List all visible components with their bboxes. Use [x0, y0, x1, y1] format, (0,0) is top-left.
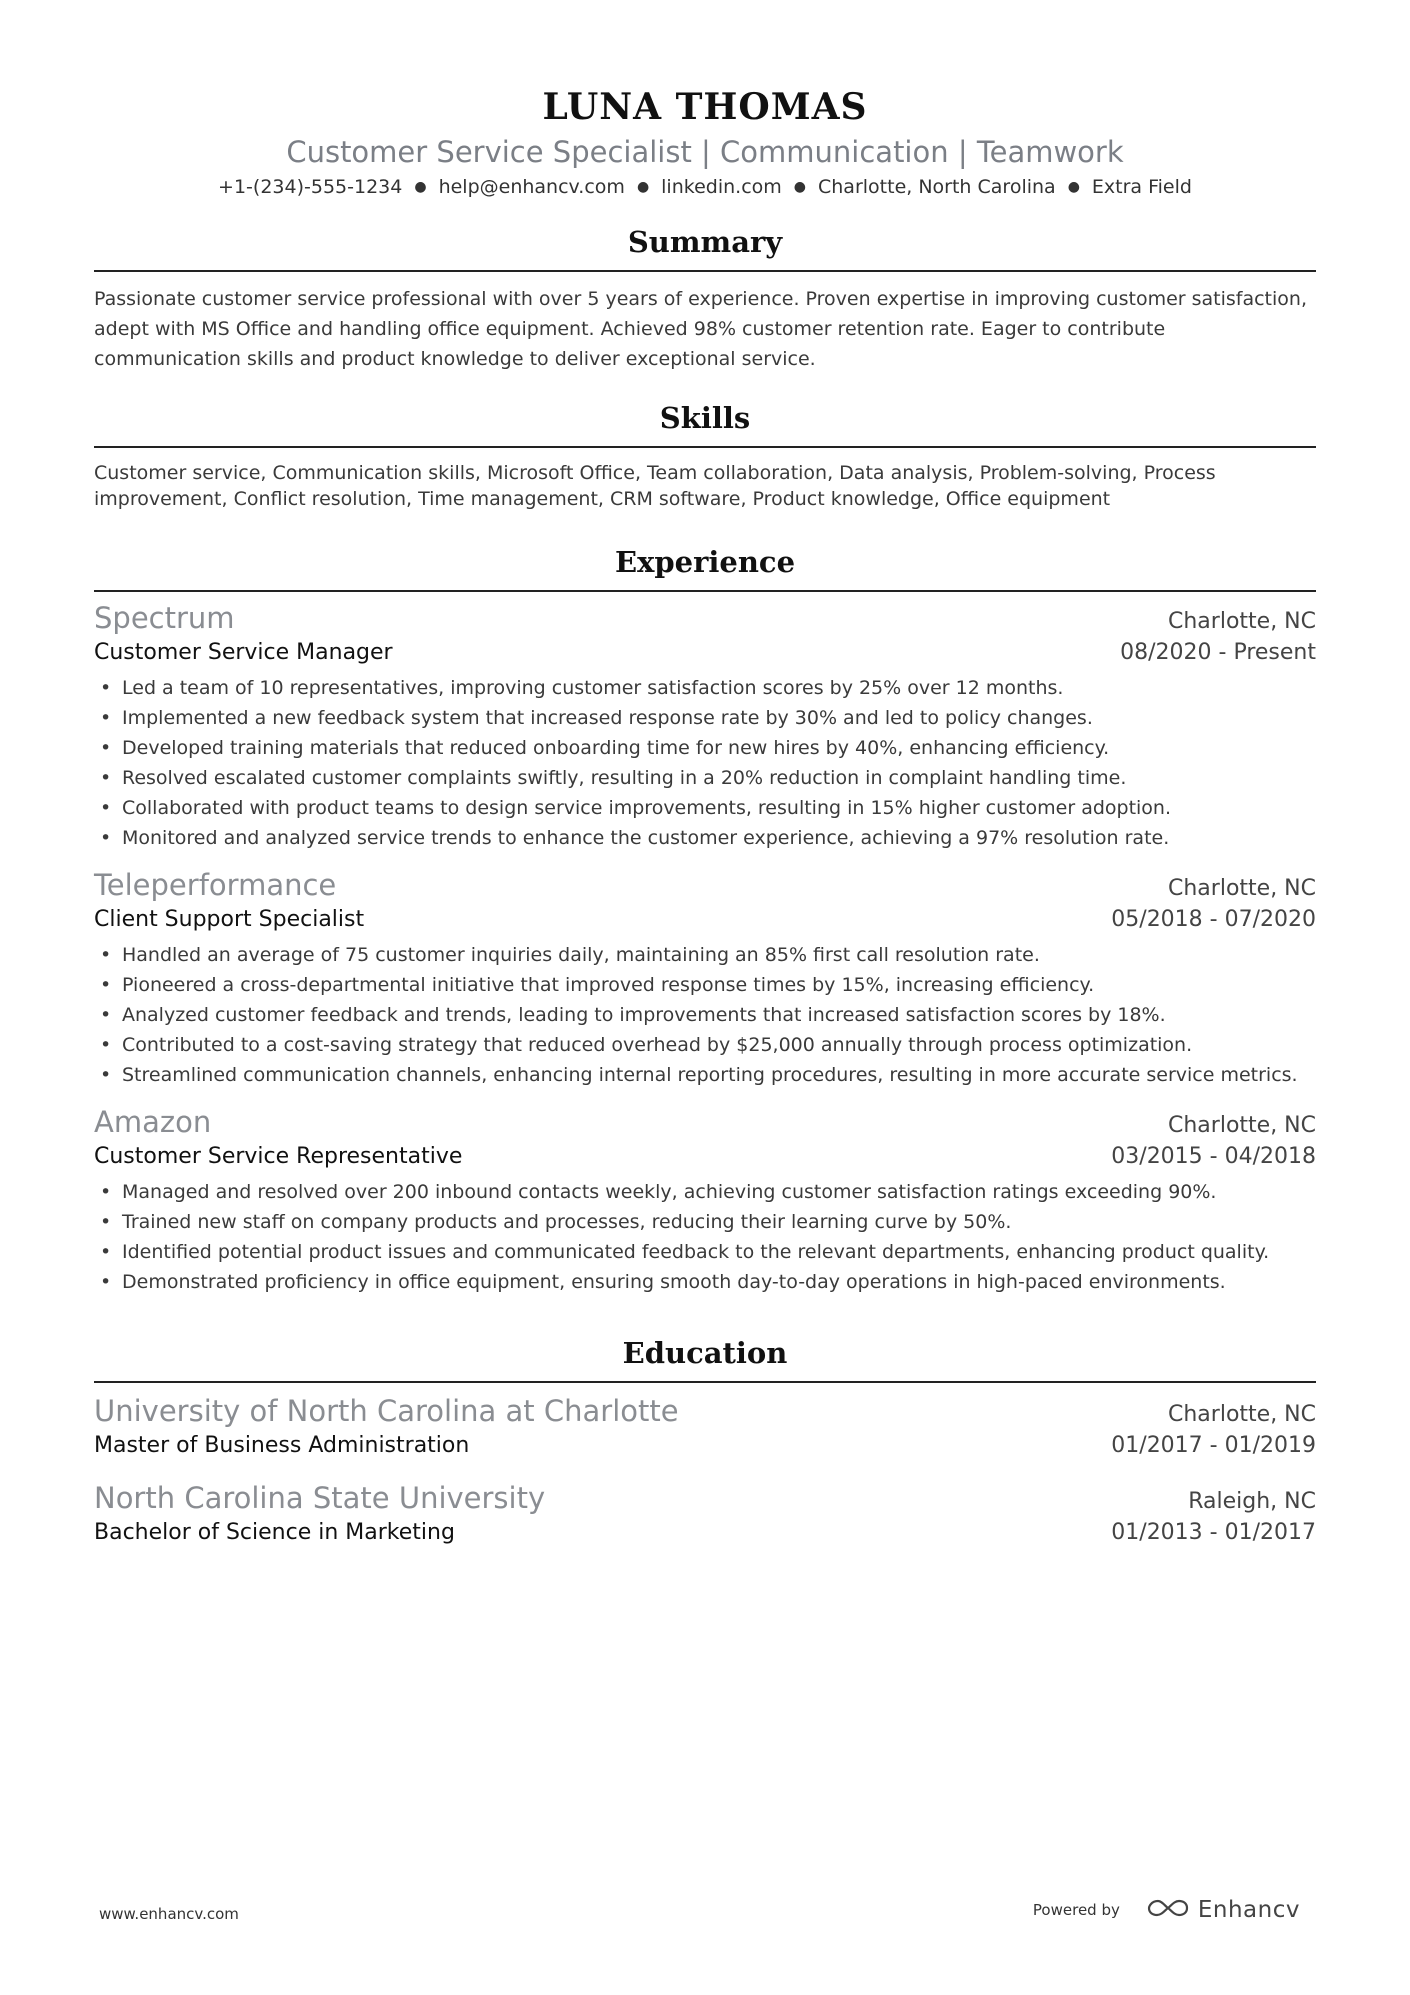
bullet-item: • Identified potential product issues and communicated feedback to the relevant departments, enhancing product quality.	[100, 1241, 1270, 1263]
separator-dot: ●	[1067, 179, 1080, 195]
bullet-item: • Trained new staff on company products and processes, reducing their learning curve by 50%.	[100, 1211, 1012, 1233]
section-title-summary: Summary	[627, 225, 783, 259]
job-location: Charlotte, NC	[1168, 609, 1316, 634]
footer-website[interactable]: www.enhancv.com	[99, 1905, 239, 1923]
section-title-experience: Experience	[614, 545, 796, 579]
degree: Bachelor of Science in Marketing	[94, 1520, 455, 1545]
job-dates: 08/2020 - Present	[1120, 640, 1316, 665]
education-dates: 01/2017 - 01/2019	[1111, 1433, 1316, 1458]
bullet-item: • Demonstrated proficiency in office equipment, ensuring smooth day-to-day operations in high-paced environments.	[100, 1271, 1226, 1293]
contact-email[interactable]: help@enhancv.com	[438, 176, 625, 198]
skills-text: Customer service, Communication skills, Microsoft Office, Team collaboration, Data analysis, Problem-solving, Process improvement, Conflict resolution, Time management, CRM software, Product knowledge, Office equipment	[94, 462, 1216, 510]
headline: Customer Service Specialist | Communication | Teamwork	[286, 135, 1124, 169]
bullet-item: • Analyzed customer feedback and trends, leading to improvements that increased satisfaction scores by 18%.	[100, 1004, 1166, 1026]
degree: Master of Business Administration	[94, 1433, 470, 1458]
contact-extra: Extra Field	[1091, 176, 1192, 198]
education-entry	[94, 1480, 1316, 1549]
job-location: Charlotte, NC	[1168, 876, 1316, 901]
job-bullets	[94, 673, 1316, 853]
contact-location: Charlotte, North Carolina	[818, 176, 1056, 198]
job-bullets	[94, 940, 1316, 1090]
bullet-item: • Contributed to a cost-saving strategy that reduced overhead by $25,000 annually through process optimization.	[100, 1034, 1193, 1056]
bullet-item: • Managed and resolved over 200 inbound contacts weekly, achieving customer satisfaction ratings exceeding 90%.	[100, 1181, 1217, 1203]
section-divider	[94, 270, 1316, 272]
job-entry	[94, 867, 1316, 1090]
bullet-item: • Streamlined communication channels, enhancing internal reporting procedures, resulting in more accurate service metrics.	[100, 1064, 1298, 1086]
bullet-item: • Implemented a new feedback system that increased response rate by 30% and led to policy changes.	[100, 707, 1093, 729]
section-title-skills: Skills	[659, 401, 751, 435]
candidate-name: LUNA THOMAS	[542, 86, 868, 128]
enhancv-logo-icon	[1146, 1897, 1190, 1923]
separator-dot: ●	[636, 179, 650, 195]
job-entry	[94, 600, 1316, 853]
section-divider	[94, 1381, 1316, 1383]
footer-branding	[1033, 1897, 1300, 1923]
job-location: Charlotte, NC	[1168, 1113, 1316, 1138]
separator-dot: ●	[414, 179, 427, 195]
job-bullets	[94, 1177, 1316, 1297]
contact-linkedin[interactable]: linkedin.com	[661, 176, 782, 198]
bullet-item: • Led a team of 10 representatives, improving customer satisfaction scores by 25% over 12 months.	[100, 677, 1064, 699]
bullet-item: • Handled an average of 75 customer inquiries daily, maintaining an 85% first call resolution rate.	[100, 944, 1040, 966]
contact-line	[94, 174, 1316, 200]
company-name: Amazon	[94, 1105, 212, 1139]
bullet-item: • Pioneered a cross-departmental initiative that improved response times by 15%, increasing efficiency.	[100, 974, 1095, 996]
job-dates: 05/2018 - 07/2020	[1111, 907, 1316, 932]
section-divider	[94, 446, 1316, 448]
company-name: Spectrum	[94, 601, 235, 635]
section-title-education: Education	[622, 1336, 788, 1370]
summary-text: Passionate customer service professional with over 5 years of experience. Proven expertise in improving customer satisfaction, adept with MS Office and handling office equipment. Achieved 98% customer retention rate. Eager to contribute communication skills and product knowledge to deliver exceptional service.	[94, 288, 1307, 370]
brand-name: Enhancv	[1197, 1897, 1300, 1923]
separator-dot: ●	[793, 179, 806, 195]
school-location: Charlotte, NC	[1168, 1402, 1316, 1427]
bullet-item: • Resolved escalated customer complaints swiftly, resulting in a 20% reduction in complaint handling time.	[100, 767, 1127, 789]
education-entry	[94, 1393, 1316, 1462]
resume-page	[94, 0, 1316, 1549]
bullet-item: • Collaborated with product teams to design service improvements, resulting in 15% higher customer adoption.	[100, 797, 1172, 819]
job-dates: 03/2015 - 04/2018	[1111, 1144, 1316, 1169]
job-entry	[94, 1104, 1316, 1297]
section-divider	[94, 590, 1316, 592]
experience-section	[94, 544, 1316, 1297]
school-name: University of North Carolina at Charlotte	[94, 1394, 679, 1428]
contact-phone: +1-(234)-555-1234	[218, 176, 403, 198]
job-title: Customer Service Representative	[94, 1144, 463, 1169]
bullet-item: • Developed training materials that reduced onboarding time for new hires by 40%, enhancing efficiency.	[100, 737, 1110, 759]
education-section	[94, 1335, 1316, 1549]
summary-section	[94, 224, 1316, 374]
bullet-item: • Monitored and analyzed service trends to enhance the customer experience, achieving a 97% resolution rate.	[100, 827, 1170, 849]
skills-section	[94, 400, 1316, 512]
company-name: Teleperformance	[94, 868, 337, 902]
job-title: Customer Service Manager	[94, 640, 393, 665]
school-location: Raleigh, NC	[1188, 1489, 1316, 1514]
school-name: North Carolina State University	[94, 1481, 546, 1515]
powered-by-label: Powered by	[1032, 1901, 1120, 1919]
education-dates: 01/2013 - 01/2017	[1111, 1520, 1316, 1545]
job-title: Client Support Specialist	[94, 907, 365, 932]
